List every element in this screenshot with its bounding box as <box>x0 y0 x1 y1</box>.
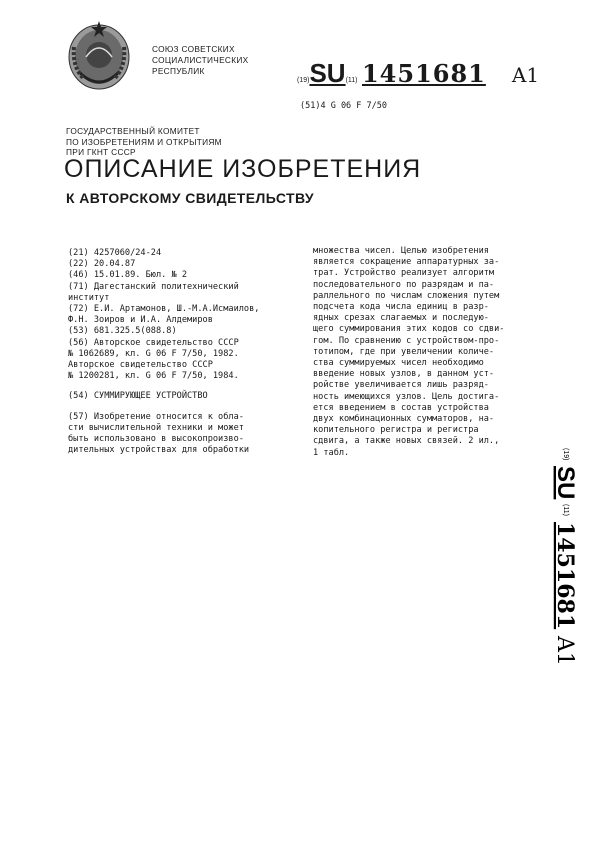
abstract-line: последовательного по разрядам и па- <box>313 279 495 290</box>
biblio-line: (56) Авторское свидетельство СССР <box>68 337 239 348</box>
abstract-line: сдвига, а также новых связей. 2 ил., <box>313 436 500 447</box>
invention-title: (54) СУММИРУЮЩЕЕ УСТРОЙСТВО <box>68 391 208 402</box>
committee-line: ГОСУДАРСТВЕННЫЙ КОМИТЕТ <box>66 126 200 136</box>
committee-name <box>66 126 222 158</box>
margin-patent-number: 1451681 <box>552 522 578 630</box>
abstract-line: гом. По сравнению с устройством-про- <box>313 335 500 346</box>
spacer <box>68 403 296 412</box>
abstract-line: трат. Устройство реализует алгоритм <box>313 268 495 279</box>
margin-publication-number <box>536 440 579 680</box>
abstract-line: ства суммируемых чисел необходимо <box>313 358 484 369</box>
margin-kind-code: A1 <box>552 636 577 666</box>
abstract-line: является сокращение аппаратурных за- <box>313 257 500 268</box>
biblio-line: № 1200281, кл. G 06 F 7/50, 1984. <box>68 371 239 382</box>
number-code-label: (11) <box>345 77 358 84</box>
biblio-line: Авторское свидетельство СССР <box>68 360 213 371</box>
ussr-emblem-icon <box>64 17 134 93</box>
abstract-line: дительных устройствах для обработки <box>68 445 250 456</box>
margin-number-code-label: (11) <box>562 504 569 516</box>
margin-country-code-label: (19) <box>562 448 569 461</box>
abstract-line: сти вычислительной техники и может <box>68 422 244 433</box>
margin-number-graphic <box>536 440 579 680</box>
abstract-line: 1 табл. <box>313 447 350 458</box>
biblio-line: (72) Е.И. Артамонов, Ш.-М.А.Исмаилов, <box>68 304 260 315</box>
abstract-line: щего суммирования этих кодов со сдви- <box>313 324 505 335</box>
biblio-line: № 1062689, кл. G 06 F 7/50, 1982. <box>68 348 239 359</box>
abstract-line: (57) Изобретение относится к обла- <box>68 411 244 422</box>
document-subtitle: К АВТОРСКОМУ СВИДЕТЕЛЬСТВУ <box>66 190 315 206</box>
biblio-line: (21) 4257060/24-24 <box>68 248 162 258</box>
biblio-line: (46) 15.01.89. Бюл. № 2 <box>68 270 187 281</box>
country-code-label: (19) <box>297 77 310 84</box>
country-code: SU <box>309 58 346 88</box>
committee-line: ПО ИЗОБРЕТЕНИЯМ И ОТКРЫТИЯМ <box>66 136 222 147</box>
state-line: РЕСПУБЛИК <box>152 66 205 76</box>
state-emblem <box>64 17 134 93</box>
abstract-line: подсчета кода числа единиц в разр- <box>313 302 489 313</box>
abstract-line: введение новых узлов, в данном уст- <box>313 369 495 380</box>
abstract-line: тотипом, где при увеличении количе- <box>313 346 495 357</box>
kind-code: A1 <box>511 63 540 87</box>
biblio-line: институт <box>68 292 110 303</box>
state-line: СОЦИАЛИСТИЧЕСКИХ <box>152 55 249 65</box>
abstract-line: множества чисел. Целью изобретения <box>313 246 489 256</box>
publication-number <box>297 58 539 89</box>
state-line: СОЮЗ СОВЕТСКИХ <box>152 44 235 54</box>
ipc-classification: (51)4 G 06 F 7/50 <box>300 101 387 111</box>
biblio-line: Ф.Н. Зоиров и И.А. Алдемиров <box>68 315 213 326</box>
abstract-line: копительного регистра и регистра <box>313 425 479 436</box>
abstract-column <box>313 246 533 459</box>
abstract-line: ядных срезах слагаемых и последую- <box>313 313 489 324</box>
document-title: ОПИСАНИЕ ИЗОБРЕТЕНИЯ <box>64 155 422 183</box>
abstract-line: двух комбинационных сумматоров, на- <box>313 414 495 425</box>
abstract-line: ется введением в состав устройства <box>313 402 489 413</box>
biblio-line: (22) 20.04.87 <box>68 259 136 270</box>
patent-number: 1451681 <box>361 59 486 88</box>
margin-country: SU <box>552 466 579 500</box>
biblio-line: (53) 681.325.5(088.8) <box>68 326 177 337</box>
state-name <box>152 44 248 77</box>
abstract-line: раллельного по числам сложения путем <box>313 290 500 301</box>
abstract-line: быть использовано в высокопроизво- <box>68 434 244 445</box>
biblio-line: (71) Дагестанский политехнический <box>68 281 239 292</box>
abstract-line: ность имеющихся узлов. Цель достига- <box>313 391 500 402</box>
abstract-line: ройстве увеличивается лишь разряд- <box>313 380 489 391</box>
bibliographic-column <box>68 248 296 456</box>
committee-line: ПРИ ГКНТ СССР <box>66 147 136 157</box>
